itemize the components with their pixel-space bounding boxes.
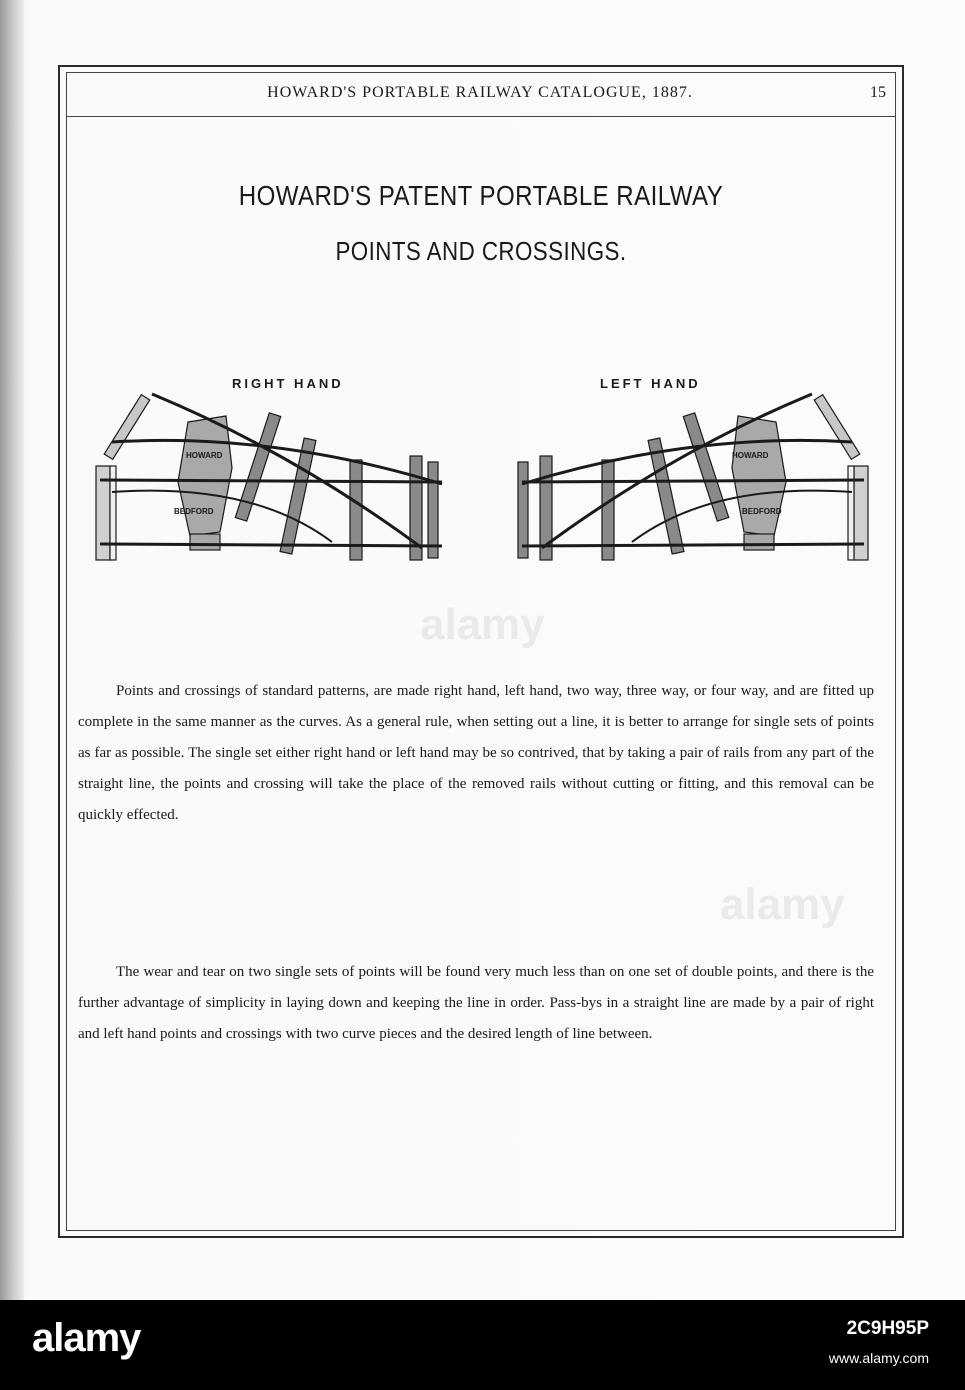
body-paragraph-2 [78,957,874,1050]
header-rule [66,116,896,117]
plate-howard-text: HOWARD [732,451,769,460]
stock-image-id: 2C9H95P [846,1318,929,1339]
plate-bedford-text: BEDFORD [742,507,782,516]
paragraph-text: The wear and tear on two single sets of points will be found very much less than on one set of double points, and there is the further advantage of simplicity in laying down and keeping the line in order. Pass-bys in a straight line are made by a pair of right and left hand points and crossings with two curve pieces and the desired length of line between. [78,964,874,1042]
plate-howard-text: HOWARD [186,451,223,460]
left-hand-points-illustration [492,372,872,572]
watermark: alamy [720,880,845,929]
body-paragraph-1 [78,676,874,831]
page-number: 15 [870,84,886,101]
watermark: alamy [420,600,545,649]
stock-photo-banner [0,1300,965,1390]
book-spine-shadow [0,0,24,1300]
stock-logo: alamy [32,1316,141,1360]
running-head: HOWARD'S PORTABLE RAILWAY CATALOGUE, 1887. [267,84,693,101]
paragraph-text: Points and crossings of standard patterns, are made right hand, left hand, two way, three way, or four way, and are fitted up complete in the same manner as the curves. As a general rule, when setting out a line, it is better to arrange for single sets of points as far as possible. The single set either right hand or left hand may be so contrived, that by taking a pair of rails from any part of the straight line, the points and crossing will take the place of the removed rails without cutting or fitting, and this removal can be quickly effected. [78,683,874,823]
right-hand-points-illustration [92,372,472,572]
page-subtitle: POINTS AND CROSSINGS. [335,236,627,266]
plate-bedford-text: BEDFORD [174,507,214,516]
page-title: HOWARD'S PATENT PORTABLE RAILWAY [238,180,724,211]
right-hand-label: RIGHT HAND [232,376,344,391]
left-hand-label: LEFT HAND [600,376,701,391]
stock-url: www.alamy.com [828,1350,929,1366]
